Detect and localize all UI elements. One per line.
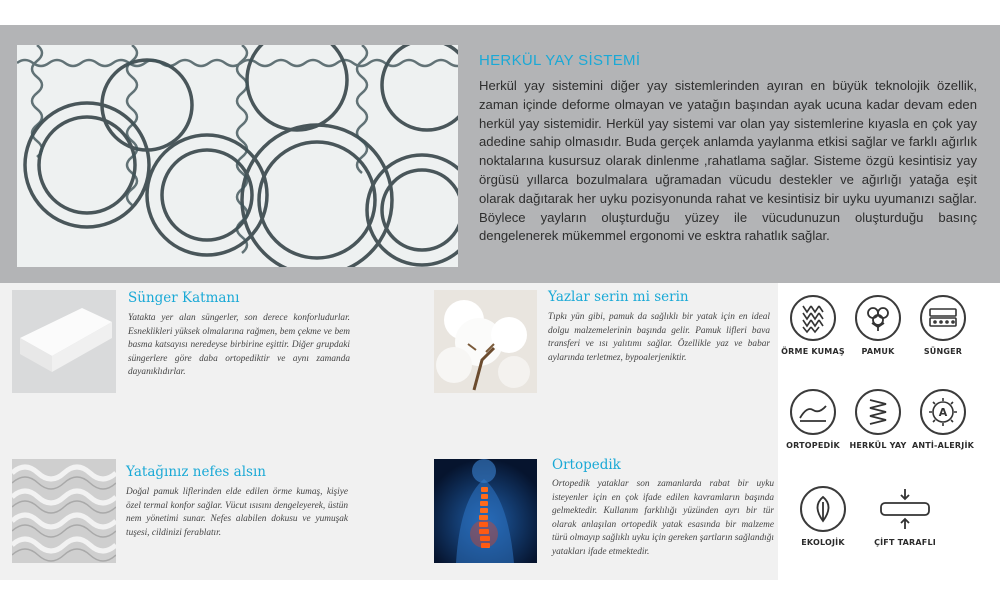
anti-allergic-icon (920, 389, 966, 435)
feature-text-foam: Yatakta yer alan süngerler, son derece konforludurlar. Esneklikleri yüksek olmalarına rağmen, bem çekme ve bem basma katsayısı neredeyse birbirine eşittir. Diğer grupdaki süngerlere göre daba ortopediktir ve aynı zamanda dayanıklıdırlar. (128, 313, 350, 378)
icon-label-anti-allergic: ANTİ-ALERJİK (911, 441, 975, 450)
foam-icon (920, 295, 966, 341)
banner-description: Herkül yay sistemini diğer yay sistemlerinden ayıran en büyük teknolojik özellik, zaman içinde deforme olmayan ve yatağın başından ayak ucuna kadar devam eden herkül yay sistemidir. Herkül yay sistemi var olan yay sistemlerine kıyasla en çok yay adedine sahip olmasıdır. Buda gerçek anlamda yaylanma etkisi sağlar ve farklı ağırlık noktalarına kusursuz olarak dinlenme ,rahatlama sağlar. Sisteme özgü kesintisiz yay örgüsü yıllarca bozulmalara uğramadan vücudu destekler ve ağırlığı yatağa eşit olarak dağıtarak her uyku pozisyonunda rahat ve kesintisiz bir uyku uyumanızı sağlar. Böylece yayların oluşturduğu yüzey ile vücudunuzun oluşturduğu basınç dengelenerek mükemmel ergonomi ve esktra rahatlık sağlar. (479, 78, 977, 244)
icon-label-double-sided: ÇİFT TARAFLI (874, 538, 936, 547)
feature-text-breathable: Doğal pamuk liflerinden elde edilen örme kumaş, kişiye özel termal konfor sağlar. Vücut ısısını dengeleyerek, üstün nem yönetimi sunar. Nefes alabilen dokusu ve yumuşak tuşesi, cildinizi ferablatır. (126, 487, 348, 538)
banner-title: HERKÜL YAY SİSTEMİ (479, 52, 641, 69)
icon-label-ecological: EKOLOJİK (801, 538, 845, 547)
knit-fabric-icon (790, 295, 836, 341)
double-sided-icon (876, 486, 934, 532)
icon-item-ecological (788, 486, 858, 547)
spring-icon (855, 389, 901, 435)
feature-title-orthopedic: Ortopedik (552, 457, 621, 473)
feature-title-breathable: Yatağınız nefes alsın (126, 464, 266, 480)
spring-system-image (17, 45, 458, 267)
icon-item-spring (843, 389, 913, 450)
icon-label-cotton: PAMUK (861, 347, 895, 356)
feature-text-orthopedic: Ortopedik yataklar son zamanlarda rabat bir uyku isteyenler için en çok ifade edilen kavramların başında gelmektedir. Kullanım farklılığı yüzünden ayrı bir tür olarak anlaşılan ortopedik yatak esasında bir malzeme türü olmayıp sağlıklı uyku için gereken şartların sağlandığı yatakları ifade etmektedir. (552, 479, 774, 557)
feature-title-cotton: Yazlar serin mi serin (548, 289, 689, 305)
feature-text-cotton: Tıpkı yün gibi, pamuk da sağlıklı bir yatak için en ideal dolgu malzemelerinin başında gelir. Pamuk lifleri bava transferi ve ısı yalıtımı sağlar. Özellikle yaz ve babar aylarında terletmez, bypoalerjeniktir. (548, 312, 770, 363)
icon-label-orthopedic: ORTOPEDİK (786, 441, 840, 450)
icon-item-orthopedic (778, 389, 848, 450)
svg-text:A: A (938, 406, 948, 419)
icon-label-knit: ÖRME KUMAŞ (781, 347, 845, 356)
orthopedic-spine-image (434, 459, 537, 563)
feature-title-foam: Sünger Katmanı (128, 290, 240, 306)
icon-item-cotton (843, 295, 913, 356)
cotton-image (434, 290, 537, 393)
icon-item-foam (908, 295, 978, 356)
icon-item-anti-allergic (908, 389, 978, 450)
orthopedic-icon (790, 389, 836, 435)
cotton-icon (855, 295, 901, 341)
icon-item-knit (778, 295, 848, 356)
icon-label-spring: HERKÜL YAY (849, 441, 907, 450)
foam-layer-image (12, 290, 116, 393)
icon-label-foam: SÜNGER (923, 347, 963, 356)
icon-item-double-sided (873, 486, 937, 547)
knit-fabric-image (12, 459, 116, 563)
leaf-icon (800, 486, 846, 532)
